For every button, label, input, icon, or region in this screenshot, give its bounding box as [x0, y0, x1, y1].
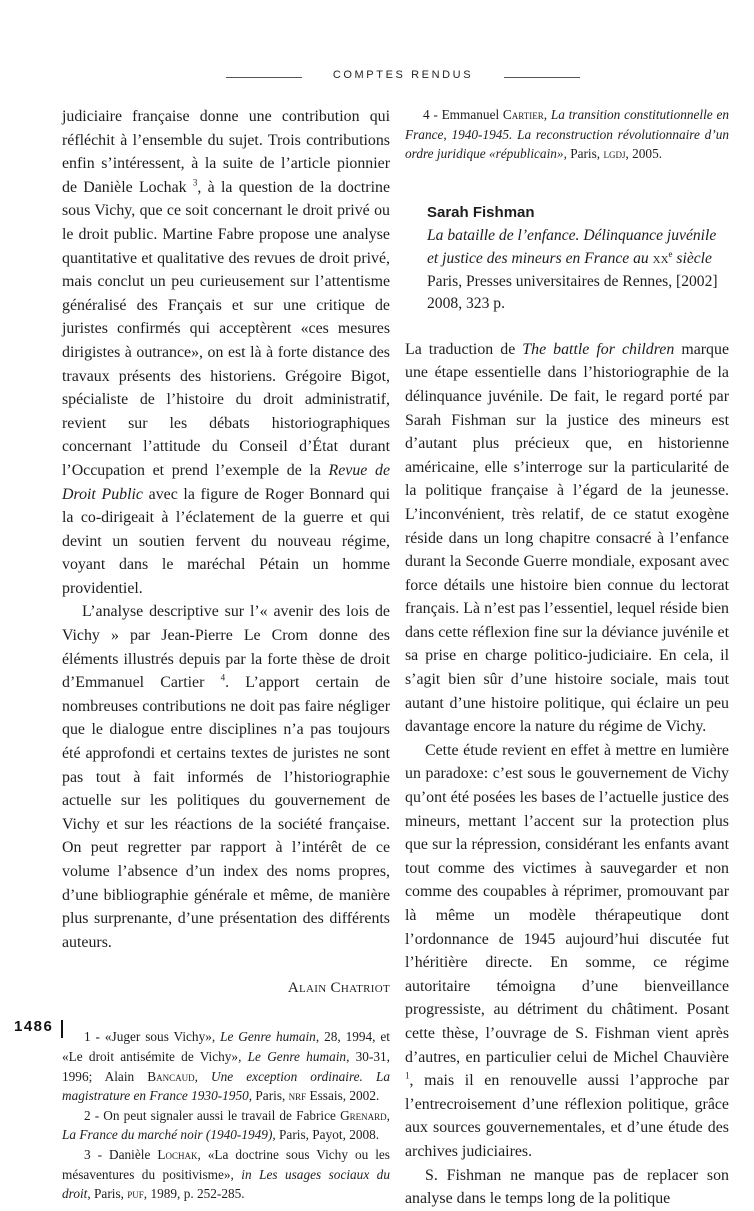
footnotes	[62, 1027, 390, 1203]
italic-run: Le Genre humain	[247, 1048, 347, 1064]
italic-run: La bataille de l’enfance. Délinquance juvénile et justice des mineurs en France au	[427, 227, 717, 267]
header-rule-right	[504, 77, 580, 78]
superscript-run: 4	[220, 672, 226, 683]
right-body-text	[405, 338, 729, 1211]
left-column	[62, 105, 390, 1204]
footnote: 4 - Emmanuel Cartier, La transition constitutionnelle en France, 1940-1945. La reconstruction révolutionnaire d’un ordre juridique «républicain», Paris, lgdj, 2005.	[405, 107, 730, 162]
running-header	[0, 66, 754, 90]
italic-run: in Les usages sociaux du droit	[62, 1166, 390, 1202]
small-caps-run: Lochak	[157, 1146, 198, 1162]
italic-run: La France du marché noir (1940-1949)	[62, 1127, 273, 1143]
superscript-run: e	[668, 248, 673, 259]
page-number	[14, 1018, 53, 1035]
small-caps-run: Cartier	[502, 107, 544, 122]
page-number-bar	[61, 1020, 63, 1038]
reviewed-title	[427, 227, 716, 267]
small-caps-run: Grenard	[340, 1107, 387, 1123]
left-paragraph: L’analyse descriptive sur l’« avenir des lois de Vichy » par Jean-Pierre Le Crom donne des éléments illustrés depuis par la forte thèse de droit d’Emmanuel Cartier $^4$. L’apport certain de nombreuses contributions ne doit pas faire négliger que le dialogue entre disciplines n’a pas toujours été approfondi et certains textes de juristes ne sont pas tout à fait informés de l’historiographie actuelle sur les politiques du gouvernement de Vichy et sur les réactions de la société française. On peut regretter par rapport à l’intérêt de ce volume l’absence d’un index des noms propres, d’une bibliographie générale et même, de manière plus surprenante, d’une présentation des différents auteurs.	[62, 603, 391, 951]
italic-run: Revue de Droit Public	[62, 461, 390, 503]
italic-run: siècle	[672, 249, 712, 267]
header-rule-left	[226, 77, 302, 78]
italic-run: Le Genre humain	[220, 1029, 316, 1045]
small-caps-run: puf	[127, 1186, 144, 1202]
footnote: 3 - Danièle Lochak, «La doctrine sous Vichy ou les mésaventures du positivisme», in Les usages sociaux du droit, Paris, puf, 1989, p. 252-285.	[62, 1146, 390, 1202]
footnote: 1 - «Juger sous Vichy», Le Genre humain, 28, 1994, et «Le droit antisémite de Vichy», Le Genre humain, 30-31, 1996; Alain Bancaud, Une exception ordinaire. La magistrature en France 1930-1950, Paris, nrf Essais, 2002.	[62, 1029, 391, 1104]
review-signature: Alain Chatriot	[287, 980, 390, 997]
small-caps-run: nrf	[288, 1088, 307, 1104]
footnotes-continued	[405, 105, 729, 164]
italic-run: La transition constitutionnelle en France, 1940-1945. La reconstruction révolutionnaire d’un ordre juridique «républicain»	[405, 107, 730, 162]
left-body-text	[62, 105, 390, 954]
small-caps-run: Bancaud	[147, 1068, 195, 1084]
small-caps-run: lgdj	[603, 146, 626, 162]
right-paragraph: S. Fishman ne manque pas de replacer son analyse dans le temps long de la politique	[405, 1166, 729, 1208]
page-number-text: 1486	[14, 1018, 54, 1035]
right-paragraph: La traduction de The battle for children marque une étape essentielle dans l’historiographie de la délinquance juvénile. De fait, le regard porté par Sarah Fishman sur la justice des mineurs est d’autant plus précieux que, en historienne américaine, elle s’interroge sur la particularité de la politique française à l’égard de la jeunesse. L’inconvénient, très relatif, de ce statut exogène réside dans un long chapitre consacré à l’enfance durant la Seconde Guerre mondiale, exposant avec force détails une histoire bien connue du lectorat français. Là n’est pas l’essentiel, lequel réside bien dans cette réflexion fine sur la déviance juvénile et sa prise en charge politico-judiciaire. En cela, il s’agit bien sûr d’une histoire sociale, mais tout autant d’une histoire politique, qui éclaire un peu davantage encore la nature du régime de Vichy.	[405, 340, 729, 736]
footnote: 2 - On peut signaler aussi le travail de Fabrice Grenard, La France du marché noir (1940-1949), Paris, Payot, 2008.	[62, 1107, 390, 1143]
italic-run: Une exception ordinaire. La magistrature en France 1930-1950	[62, 1068, 390, 1104]
reviewed-publication: Paris, Presses universitaires de Rennes, [2002] 2008, 323 p.	[427, 272, 718, 313]
reviewed-author: Sarah Fishman	[427, 203, 535, 221]
left-paragraph: judiciaire française donne une contribution qui réfléchit à l’ensemble du sujet. Trois contributions enfin s’intéressent, à la suite de l’article pionnier de Danièle Lochak $^3$, à la question de la doctrine sous Vichy, que ce soit concernant le droit privé ou le droit public. Martine Fabre propose une analyse quantitative et qualitative des revues de droit privé, mais conclut un peu curieusement sur l’attentisme généralisé des Français et sur une critique de juristes confirmés qui acceptèrent «ces mesures dirigistes à outrance», on est là à forte distance des travaux présents des historiens. Grégoire Bigot, spécialiste de l’histoire du droit administratif, revient sur les débats historiographiques concernant l’attitude du Conseil d’État durant l’Occupation et prend l’exemple de la Revue de Droit Public avec la figure de Roger Bonnard qui la co-dirigeait à l’éclatement de la guerre et qui devint un soutien fervent du nouveau régime, voyant dans le maréchal Pétain un homme providentiel.	[62, 108, 390, 597]
small-caps-run: xx	[652, 249, 669, 267]
running-title: COMPTES RENDUS	[332, 69, 474, 81]
italic-run: The battle for children	[522, 340, 675, 358]
right-column	[405, 105, 729, 1211]
right-paragraph: Cette étude revient en effet à mettre en lumière un paradoxe: c’est sous le gouvernement de Vichy qu’ont été posées les bases de l’actuelle justice des mineurs, mettant l’accent sur la protection plus que sur la répression, considérant les enfants avant tout comme des victimes à sauvegarder et non comme des coupables à réprimer, promouvant par là même un modèle thérapeutique dont l’ordonnance de 1945 aujourd’hui discutée fut l’héritière directe. En somme, ce régime autoritaire témoigna d’une bienveillance progressiste, au détriment du châtiment. Posant cette thèse, l’ouvrage de S. Fishman vient après d’autres, en particulier celui de Michel Chauvière $^1$, mais il en renouvelle aussi l’approche par l’entrecroisement d’une réflexion politique, grâce aux sources gouvernementales, et d’une étude des archives judiciaires.	[405, 741, 729, 1160]
superscript-run: 3	[192, 177, 198, 188]
superscript-run: 1	[405, 1070, 410, 1081]
review-heading	[427, 202, 729, 316]
